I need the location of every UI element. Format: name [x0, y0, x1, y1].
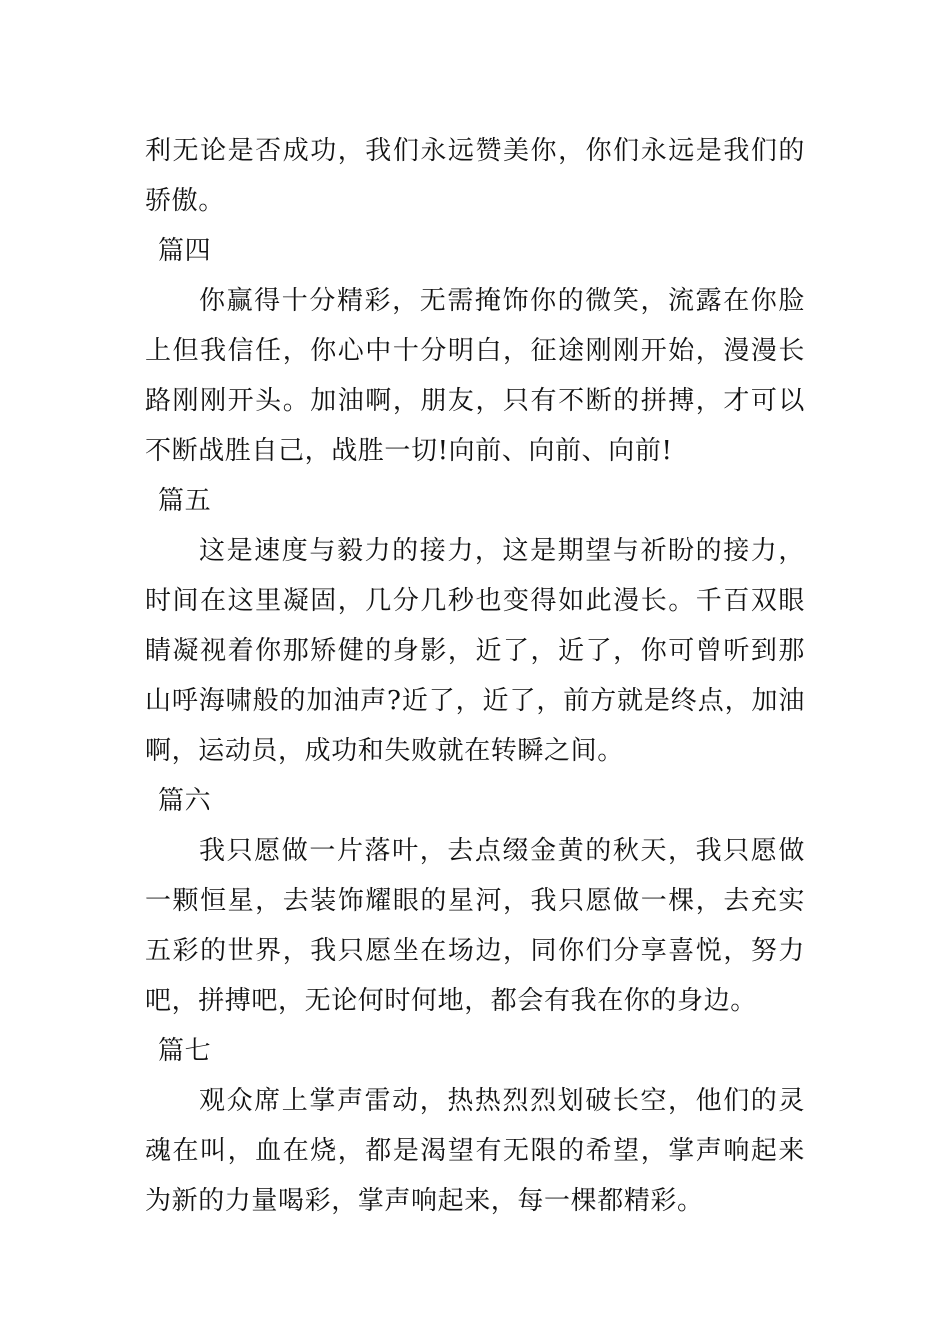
section-heading-7: 篇七 [158, 1036, 212, 1066]
paragraph-section-5: 这是速度与毅力的接力，这是期望与祈盼的接力，时间在这里凝固，几分几秒也变得如此漫长。千百双眼睛凝视着你那矫健的身影，近了，近了，你可曾听到那山呼海啸般的加油声?近了，近了，前方就是终点，加油啊，运动员，成功和失败就在转瞬之间。 [145, 536, 805, 766]
section-heading-6: 篇六 [158, 786, 212, 816]
paragraph-section-6: 我只愿做一片落叶，去点缀金黄的秋天，我只愿做一颗恒星，去装饰耀眼的星河，我只愿做一棵，去充实五彩的世界，我只愿坐在场边，同你们分享喜悦，努力吧，拼搏吧，无论何时何地，都会有我在你的身边。 [145, 836, 805, 1016]
document-body [145, 126, 805, 1226]
paragraph-continuation: 利无论是否成功，我们永远赞美你，你们永远是我们的骄傲。 [145, 136, 805, 216]
section-heading-5: 篇五 [158, 486, 212, 516]
paragraph-section-4: 你赢得十分精彩，无需掩饰你的微笑，流露在你脸上但我信任，你心中十分明白，征途刚刚开始，漫漫长路刚刚开头。加油啊，朋友，只有不断的拼搏，才可以不断战胜自己，战胜一切!向前、向前、向前! [145, 286, 805, 466]
paragraph-section-7: 观众席上掌声雷动，热热烈烈划破长空，他们的灵魂在叫，血在烧，都是渴望有无限的希望，掌声响起来为新的力量喝彩，掌声响起来，每一棵都精彩。 [145, 1086, 805, 1216]
section-heading-4: 篇四 [158, 236, 212, 266]
